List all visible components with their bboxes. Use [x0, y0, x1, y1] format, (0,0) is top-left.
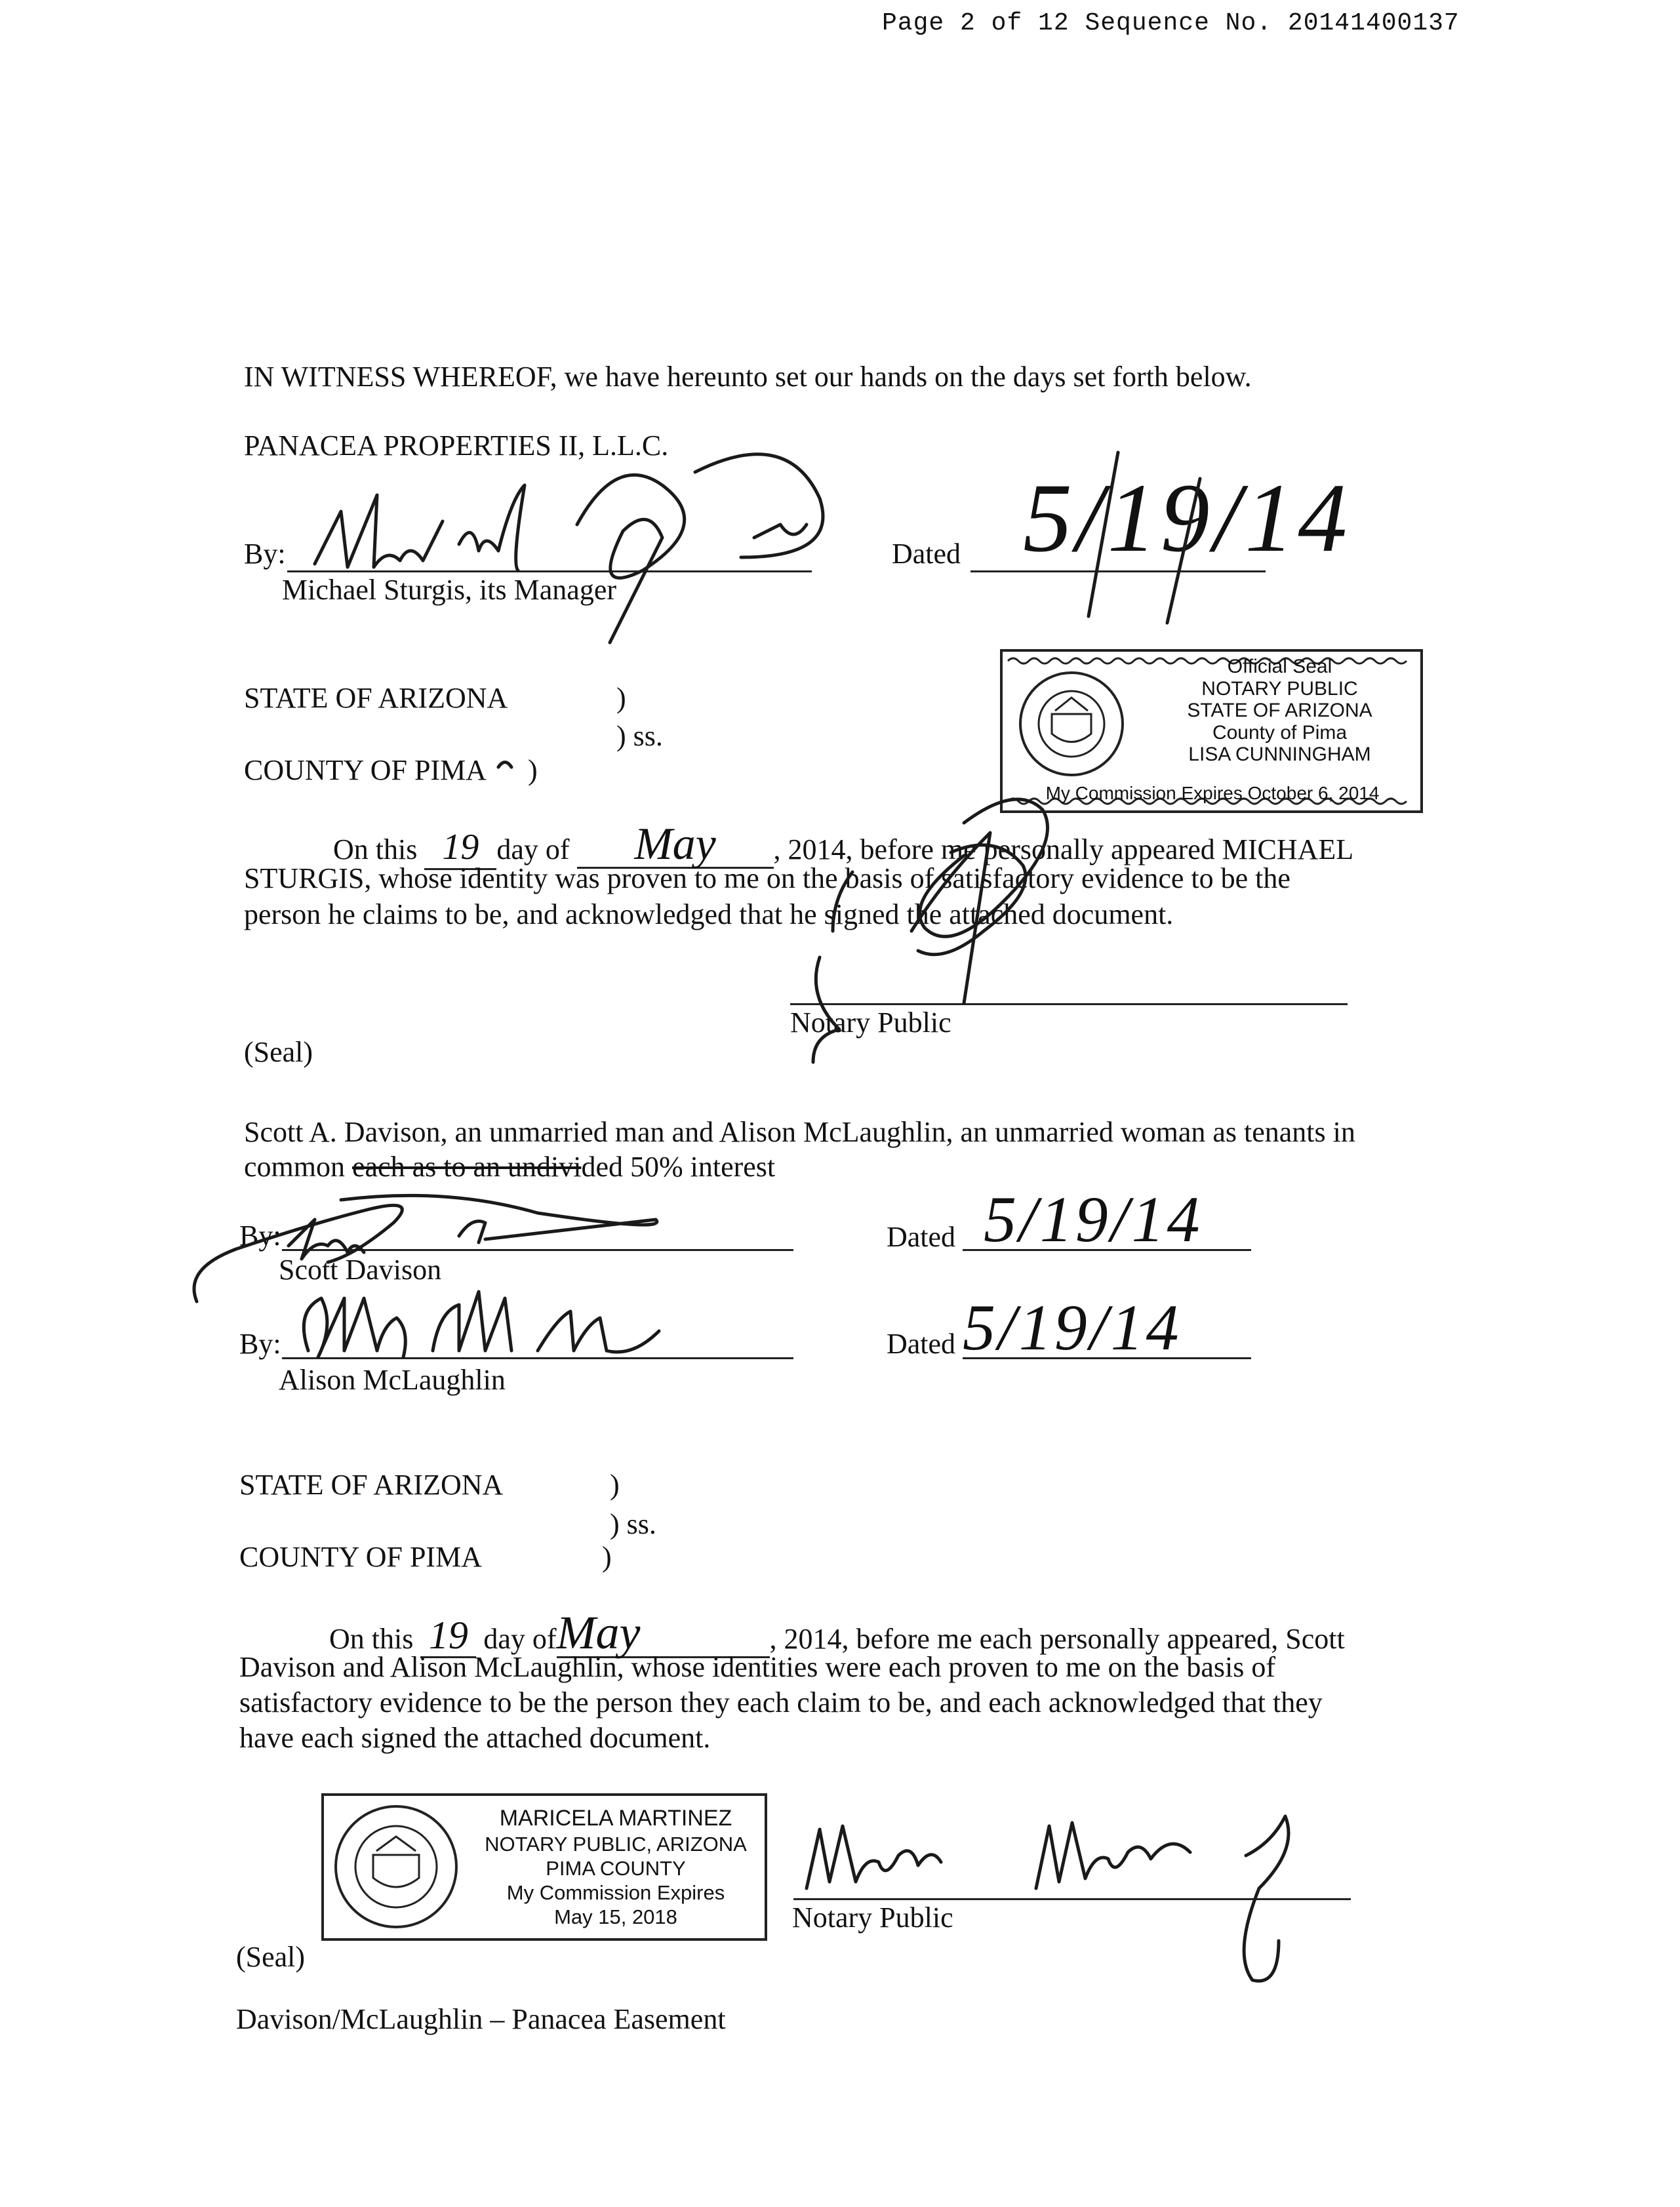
alison-mclaughlin-signature — [304, 1292, 659, 1357]
notary1-day-of: day of — [496, 833, 570, 865]
notary2-line3: satisfactory evidence to be the person they each claim to be, and each acknowledged that they — [239, 1686, 1323, 1719]
notary2-ss: ) ss. — [610, 1508, 656, 1540]
sig1-by-label: By: — [244, 538, 286, 570]
company-name: PANACEA PROPERTIES II, L.L.C. — [244, 429, 669, 462]
page-header: Page 2 of 12 Sequence No. 20141400137 — [882, 9, 1460, 37]
notary1-on-this: On this — [333, 833, 418, 865]
stamp2-county: PIMA COUNTY — [546, 1856, 686, 1880]
notary2-line4: have each signed the attached document. — [239, 1722, 711, 1754]
notary1-paren: ) — [616, 682, 626, 714]
sig2-by-label: By: — [239, 1220, 281, 1252]
notary1-line3: person he claims to be, and acknowledged that he signed the attached document. — [244, 898, 1174, 930]
stamp1-official-seal: Official Seal — [1227, 656, 1332, 677]
notary1-state: STATE OF ARIZONA — [244, 682, 508, 714]
owners-struck-text: each as to an undivi — [351, 1151, 582, 1183]
stamp1-expires: My Commission Expires October 6, 2014 — [1045, 783, 1380, 803]
notary2-signature-line — [793, 1898, 1351, 1900]
sig1-signature-line — [287, 570, 812, 572]
notary2-day-of: day of — [483, 1623, 557, 1655]
notary2-line2: Davison and Alison McLaughlin, whose identities were each proven to me on the basis of — [239, 1651, 1275, 1683]
notary2-handwritten-month: May — [556, 1606, 641, 1659]
notary2-paren-county: ) — [602, 1541, 612, 1573]
sig2-handwritten-date: 5/19/14 — [984, 1183, 1203, 1256]
stamp1-state: STATE OF ARIZONA — [1187, 700, 1372, 722]
stamp1-county: County of Pima — [1212, 721, 1348, 744]
stamp2-notary-public: NOTARY PUBLIC, ARIZONA — [485, 1832, 747, 1856]
sig3-dated-label: Dated — [887, 1328, 956, 1360]
sig1-dated-label: Dated — [892, 538, 961, 570]
sig3-signer-name: Alison McLaughlin — [279, 1364, 506, 1396]
stamp1-notary-public: NOTARY PUBLIC — [1201, 677, 1358, 700]
notary-stamp-lisa-cunningham — [1000, 649, 1423, 813]
notary1-county: COUNTY OF PIMA — [244, 754, 487, 786]
notary2-state: STATE OF ARIZONA — [239, 1469, 504, 1501]
notary2-on-this: On this — [329, 1623, 414, 1655]
owners-line2-start: common — [244, 1151, 352, 1183]
notary1-seal-label: (Seal) — [244, 1036, 313, 1068]
owners-line2 — [244, 1151, 775, 1184]
sig2-signer-name: Scott Davison — [279, 1254, 442, 1286]
notary1-handwritten-month: May — [634, 819, 716, 869]
stamp2-expires-label: My Commission Expires — [506, 1881, 725, 1905]
sig2-dated-label: Dated — [887, 1221, 956, 1253]
notary1-line1-rest: , 2014, before me personally appeared MICHAEL — [773, 833, 1354, 865]
notary-stamp-maricela-martinez — [321, 1793, 767, 1941]
owners-line1: Scott A. Davison, an unmarried man and Alison McLaughlin, an unmarried woman as tenants in — [244, 1116, 1355, 1148]
notary2-county: COUNTY OF PIMA — [239, 1541, 482, 1573]
notary2-notary-public-label: Notary Public — [792, 1901, 953, 1934]
sig1-signer-name: Michael Sturgis, its Manager — [282, 574, 616, 606]
notary1-signature-line — [790, 1003, 1348, 1005]
notary1-paren-county: ) — [528, 754, 538, 786]
stamp2-name: MARICELA MARTINEZ — [499, 1806, 732, 1831]
sig3-handwritten-date: 5/19/14 — [963, 1291, 1182, 1364]
footer-document-title: Davison/McLaughlin – Panacea Easement — [236, 2003, 726, 2035]
sig2-signature-line — [282, 1249, 793, 1251]
stamp1-name: LISA CUNNINGHAM — [1188, 744, 1371, 766]
notary1-ss: ) ss. — [616, 720, 663, 752]
notary1-notary-public-label: Notary Public — [790, 1006, 951, 1039]
owners-line2-end: ded 50% interest — [581, 1151, 776, 1183]
notary2-seal-label: (Seal) — [236, 1941, 306, 1973]
stamp2-expires-date: May 15, 2018 — [554, 1905, 677, 1929]
sig3-signature-line — [282, 1357, 793, 1359]
notary2-paren: ) — [610, 1469, 620, 1501]
notary2-handwritten-day: 19 — [428, 1614, 468, 1657]
notary1-handwritten-day: 19 — [442, 827, 479, 867]
sig3-by-label: By: — [239, 1328, 281, 1360]
michael-sturgis-signature — [315, 454, 823, 643]
notary1-line2: STURGIS, whose identity was proven to me on the basis of satisfactory evidence to be the — [244, 862, 1290, 894]
sig1-handwritten-date: 5/19/14 — [1023, 464, 1351, 572]
notary2-line1-rest: , 2014, before me each personally appeared, Scott — [769, 1623, 1345, 1655]
witness-statement: IN WITNESS WHEREOF, we have hereunto set our hands on the days set forth below. — [244, 361, 1252, 393]
